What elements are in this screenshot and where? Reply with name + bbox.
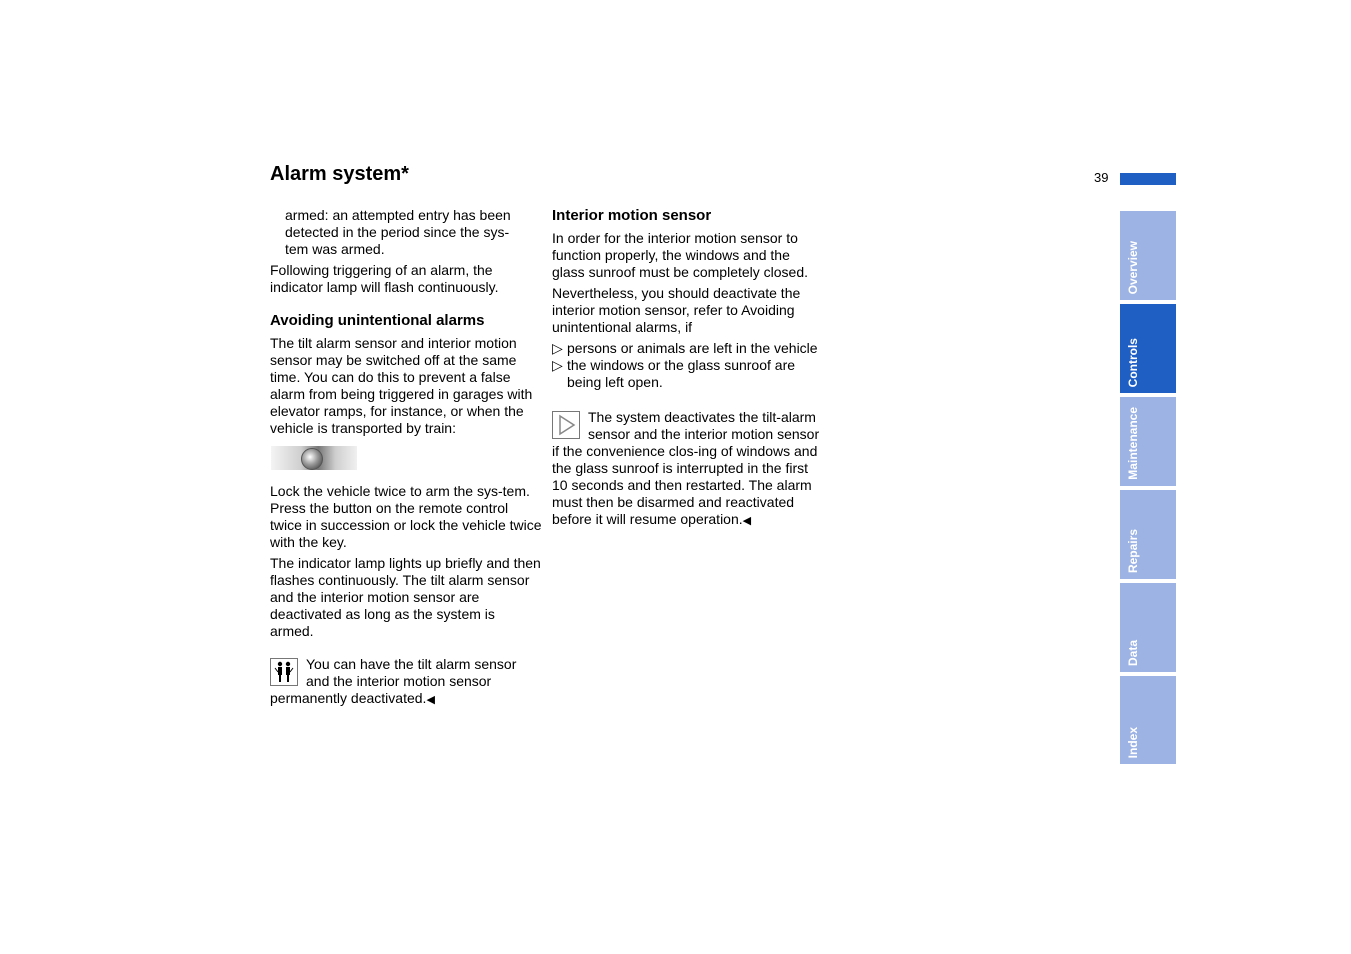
tab-data[interactable]: Data <box>1120 583 1176 672</box>
caution-note: The system deactivates the tilt-alarm sensor and the interior motion sensor if the convenience clos-ing of windows and the glass sunroof is interrupted in the first 10 seconds and then restarted. The alarm must then be disarmed and reactivated before it will resume operation.◀ <box>552 409 820 527</box>
list-item: ▷ the windows or the glass sunroof are being left open. <box>552 357 796 390</box>
motion-sensor-paragraph: In order for the interior motion sensor to function properly, the windows and the glass sunroof must be completely closed. <box>552 230 809 280</box>
middle-column <box>552 207 822 530</box>
section-heading-interior-motion: Interior motion sensor <box>552 207 712 224</box>
end-mark: ◀ <box>426 694 435 706</box>
alarm-trigger-paragraph: Following triggering of an alarm, the indicator lamp will flash continuously. <box>270 262 499 295</box>
remote-key-icon <box>271 446 357 470</box>
service-people-icon <box>270 658 298 686</box>
tab-index[interactable]: Index <box>1120 676 1176 764</box>
caution-triangle-icon <box>552 411 580 439</box>
intro-text: armed: an attempted entry has been detected in the period since the sys- tem was armed. <box>285 207 511 257</box>
left-column <box>270 207 542 709</box>
lock-twice-paragraph: Lock the vehicle twice to arm the sys-tem. Press the button on the remote control twice in succession or lock the vehicle twice with the key. <box>270 483 542 550</box>
tilt-sensor-paragraph: The tilt alarm sensor and interior motion sensor may be switched off at the same time. You can do this to prevent a false alarm from being triggered in garages with elevator ramps, for instance, or when the vehicle is transported by train: <box>270 335 533 436</box>
tab-overview[interactable]: Overview <box>1120 211 1176 300</box>
tab-repairs[interactable]: Repairs <box>1120 490 1176 579</box>
page-number-bar <box>1120 173 1176 185</box>
page-number: 39 <box>1094 170 1109 185</box>
tab-controls[interactable]: Controls <box>1120 304 1176 393</box>
page-title: Alarm system* <box>270 163 409 185</box>
end-mark: ◀ <box>742 515 752 527</box>
bullet-triangle-icon: ▷ <box>552 340 563 356</box>
deactivate-paragraph: Nevertheless, you should deactivate the interior motion sensor, refer to Avoiding unintentional alarms, if <box>552 285 801 335</box>
tab-maintenance[interactable]: Maintenance <box>1120 397 1176 486</box>
service-note: You can have the tilt alarm sensor and the interior motion sensor permanently deactivated.◀ <box>270 656 517 706</box>
section-heading-avoiding-alarms: Avoiding unintentional alarms <box>270 312 485 329</box>
indicator-lamp-paragraph: The indicator lamp lights up briefly and then flashes continuously. The tilt alarm sensor and the interior motion sensor are deactivated as long as the system is armed. <box>270 555 541 639</box>
list-item: ▷ persons or animals are left in the vehicle <box>552 340 818 356</box>
bullet-triangle-icon: ▷ <box>552 357 563 373</box>
